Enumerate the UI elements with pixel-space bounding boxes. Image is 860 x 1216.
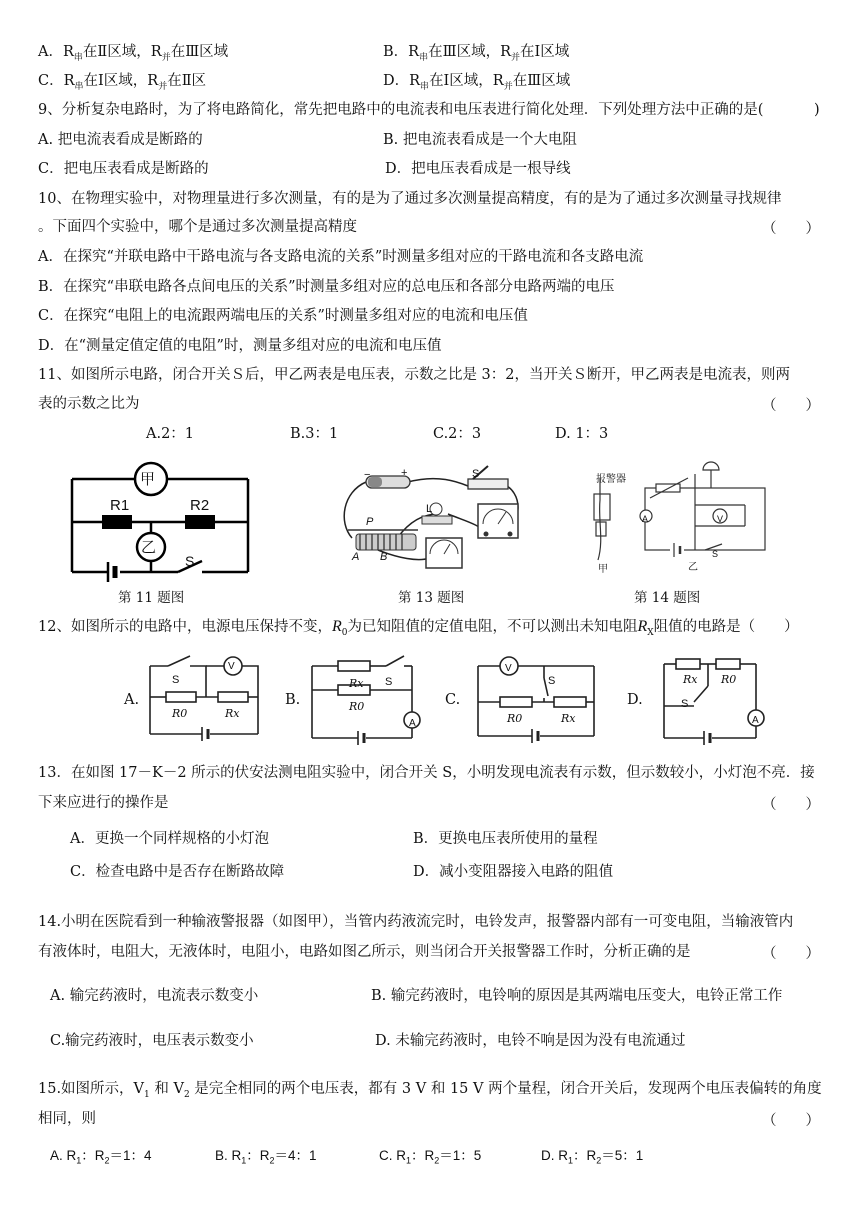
q14-option-d: D. 未输完药液时，电铃不响是因为没有电流通过 xyxy=(375,1033,686,1049)
q12-label-c: C. xyxy=(445,692,461,708)
fig13-lamp-label: L xyxy=(426,503,433,515)
q8-c-sub2: 并 xyxy=(158,81,168,92)
q12b-r0-label: R0 xyxy=(349,700,365,713)
q13-answer-paren: （ ） xyxy=(762,797,820,813)
q12b-ammeter-label: A xyxy=(409,718,416,729)
fig11-r2-label: R2 xyxy=(190,497,210,514)
q14-stem-line1: 14.小明在医院看到一种输液警报器（如图甲），当管内药液流完时，电铃发声，报警器内部有一可变电阻，当输液管内 xyxy=(38,914,794,930)
fig11-switch-label: S xyxy=(185,553,195,569)
q14-option-b: B. 输完药液时，电铃响的原因是其两端电压变大，电铃正常工作 xyxy=(371,988,783,1004)
q9-option-a: A. 把电流表看成是断路的 xyxy=(38,132,203,148)
q15b-m: ：R xyxy=(246,1148,270,1163)
q15-option-a xyxy=(50,1146,152,1171)
q13-stem-line1: 13．在如图 17－K－2 所示的伏安法测电阻实验中，闭合开关 S，小明发现电流表有示数，但示数较小，小灯泡不亮．接 xyxy=(38,765,815,781)
q13-option-b: B．更换电压表所使用的量程 xyxy=(413,831,598,847)
q12c-voltmeter-label: V xyxy=(505,663,512,674)
fig14-switch-label: S xyxy=(712,549,719,559)
q8-c-text: C．R xyxy=(38,73,75,89)
q8-c-end: 在Ⅱ区 xyxy=(167,73,207,89)
q11-stem-line2: 表的示数之比为 xyxy=(38,396,140,412)
q15-sub1: 1 xyxy=(144,1089,150,1100)
q11-option-a: A.2：1 xyxy=(146,426,195,442)
q12-rx: R xyxy=(637,618,648,635)
fig11-meter-jia-label: 甲 xyxy=(140,470,156,488)
caption-fig13: 第 13 题图 xyxy=(398,590,465,606)
q12b-rx-label: Rx xyxy=(349,677,364,690)
q8-option-a xyxy=(38,42,228,68)
q15-mid: 和 V xyxy=(149,1081,184,1097)
fig14-yi-label: 乙 xyxy=(688,562,698,573)
q12-label-d: D. xyxy=(627,692,643,708)
q12c-switch-label: S xyxy=(548,675,556,687)
fig13-battery-plus: + xyxy=(401,467,408,479)
q13-option-a: A．更换一个同样规格的小灯泡 xyxy=(70,831,269,847)
q12-rx-sub: X xyxy=(647,627,654,638)
q10-option-d: D．在“测量定值定值的电阻”时，测量多组对应的电流和电压值 xyxy=(38,338,442,354)
q15d-p: D. R xyxy=(541,1148,568,1163)
q15-stem-line2: 相同，则 xyxy=(38,1111,96,1127)
q15d-s1: 1 xyxy=(568,1155,574,1166)
fig13-b-label: B xyxy=(380,551,388,563)
q15a-s1: 1 xyxy=(76,1155,82,1166)
q12a-rx-label: Rx xyxy=(225,707,240,720)
q12-circuit-a xyxy=(146,652,262,744)
q8-c-mid: 在Ⅰ区域，R xyxy=(83,73,159,89)
q15-sub2: 2 xyxy=(183,1089,190,1100)
q9-option-d: D．把电压表看成是一根导线 xyxy=(385,161,571,177)
q8-b-end: 在Ⅰ区域 xyxy=(520,44,570,60)
q12-mid: 为已知阻值的定值电阻，不可以测出未知电阻 xyxy=(347,619,638,635)
q12-r0: R xyxy=(331,618,342,635)
q14-option-c: C.输完药液时，电压表示数变小 xyxy=(50,1033,254,1049)
q8-option-b xyxy=(383,42,569,68)
q8-a-sub2: 并 xyxy=(161,52,171,63)
fig13-battery-minus: − xyxy=(364,469,371,481)
q10-stem-line1: 10、在物理实验中，对物理量进行多次测量，有的是为了通过多次测量提高精度，有的是为了通过多次测量寻找规律 xyxy=(38,191,782,207)
fig14-ammeter-label: A xyxy=(642,514,649,524)
q12c-r0-label: R0 xyxy=(507,712,523,725)
q15c-p: C. R xyxy=(379,1148,406,1163)
q9-option-c: C．把电压表看成是断路的 xyxy=(38,161,209,177)
q15a-e: ＝1：4 xyxy=(109,1148,152,1163)
q8-d-sub2: 并 xyxy=(503,81,513,92)
q13-option-c: C．检查电路中是否存在断路故障 xyxy=(70,864,285,880)
q11-option-d: D. 1：3 xyxy=(555,426,609,442)
fig14-jia-label: 甲 xyxy=(598,564,608,575)
fig13-p-label: P xyxy=(366,516,374,528)
q8-b-sub1: 串 xyxy=(419,52,429,63)
q12d-r0-label: R0 xyxy=(721,673,737,686)
q10-option-b: B．在探究“串联电路各点间电压的关系”时测量多组对应的总电压和各部分电路两端的电压 xyxy=(38,279,615,295)
q12-r0-sub: 0 xyxy=(341,627,348,638)
q15b-s2: 2 xyxy=(269,1155,275,1166)
q13-option-d: D．减小变阻器接入电路的阻值 xyxy=(413,864,614,880)
q15c-e: ＝1：5 xyxy=(439,1148,482,1163)
q15c-s1: 1 xyxy=(406,1155,412,1166)
q9-close-paren: ) xyxy=(814,102,820,118)
q15d-m: ：R xyxy=(573,1148,597,1163)
q15b-p: B. R xyxy=(215,1148,242,1163)
q13-stem-line2: 下来应进行的操作是 xyxy=(38,795,169,811)
q8-d-mid: 在Ⅰ区域，R xyxy=(429,73,504,89)
q15-pre: 15.如图所示，V xyxy=(38,1081,145,1097)
q15b-e: ＝4：1 xyxy=(274,1148,317,1163)
q12-circuit-d xyxy=(660,654,772,746)
q12b-switch-label: S xyxy=(385,676,393,688)
q10-stem-line2: 。下面四个实验中，哪个是通过多次测量提高精度 xyxy=(38,219,357,235)
q12d-rx-label: Rx xyxy=(683,673,698,686)
q11-answer-paren: （ ） xyxy=(762,398,820,414)
q9-option-b: B. 把电流表看成是一个大电阻 xyxy=(383,132,577,148)
fig11-r1-label: R1 xyxy=(110,497,130,514)
q8-a-sub1: 串 xyxy=(73,52,83,63)
q12c-rx-label: Rx xyxy=(561,712,576,725)
q15-answer-paren: （ ） xyxy=(762,1113,820,1129)
q12-circuit-c xyxy=(474,652,598,744)
q8-d-text: D．R xyxy=(383,73,421,89)
q8-d-end: 在Ⅲ区域 xyxy=(512,73,571,89)
q8-option-c xyxy=(38,71,206,97)
q8-a-end: 在Ⅲ区域 xyxy=(170,44,229,60)
q8-b-text: B．R xyxy=(383,44,420,60)
q8-b-sub2: 并 xyxy=(511,52,521,63)
q8-b-mid: 在Ⅲ区域，R xyxy=(428,44,511,60)
q15-option-d xyxy=(541,1146,643,1171)
q12-post: 阻值的电路是（ ） xyxy=(653,619,799,635)
fig13-switch-label: S xyxy=(472,468,480,480)
q8-c-sub1: 串 xyxy=(74,81,84,92)
q10-option-c: C．在探究“电阻上的电流跟两端电压的关系”时测量多组对应的电流和电压值 xyxy=(38,308,528,324)
q12a-r0-label: R0 xyxy=(172,707,188,720)
q15d-s2: 2 xyxy=(596,1155,602,1166)
fig14-voltmeter-label: V xyxy=(717,514,724,524)
q9-stem: 9、分析复杂电路时，为了将电路简化，常先把电路中的电流表和电压表进行简化处理．下列处理方法中正确的是( xyxy=(38,102,764,118)
q15c-m: ：R xyxy=(411,1148,435,1163)
q15-option-c xyxy=(379,1146,481,1171)
q15d-e: ＝5：1 xyxy=(601,1148,644,1163)
q15a-m: ：R xyxy=(81,1148,105,1163)
q14-answer-paren: （ ） xyxy=(762,946,820,962)
q11-stem-line1: 11、如图所示电路，闭合开关Ｓ后，甲乙两表是电压表，示数之比是 3：2，当开关Ｓ断开，甲乙两表是电流表，则两 xyxy=(38,367,791,383)
q8-option-d xyxy=(383,71,570,97)
q14-option-a: A. 输完药液时，电流表示数变小 xyxy=(50,988,259,1004)
caption-fig11: 第 11 题图 xyxy=(118,590,185,606)
fig13-a-label: A xyxy=(352,551,360,563)
q12-pre: 12、如图所示的电路中，电源电压保持不变， xyxy=(38,619,332,635)
q15-stem-line1 xyxy=(38,1079,822,1105)
figure-11-circuit xyxy=(60,455,260,585)
q15a-p: A. R xyxy=(50,1148,77,1163)
q11-option-c: C.2：3 xyxy=(433,426,482,442)
q10-option-a: A．在探究“并联电路中干路电流与各支路电流的关系”时测量多组对应的干路电流和各支路电流 xyxy=(38,249,644,265)
q10-answer-paren: （ ） xyxy=(762,221,820,237)
q15a-s2: 2 xyxy=(104,1155,110,1166)
q12-label-b: B. xyxy=(285,692,301,708)
q14-stem-line2: 有液体时，电阻大，无液体时，电阻小，电路如图乙所示，则当闭合开关报警器工作时，分析正确的是 xyxy=(38,944,691,960)
q12d-switch-label: S xyxy=(681,698,689,710)
q8-a-text: A．R xyxy=(38,44,74,60)
q15-post: 是完全相同的两个电压表，都有 3 V 和 15 V 两个量程，闭合开关后，发现两个电压表偏转的角度 xyxy=(189,1081,822,1097)
q12-stem xyxy=(38,617,799,643)
q8-d-sub1: 串 xyxy=(420,81,430,92)
q15c-s2: 2 xyxy=(434,1155,440,1166)
q15-option-b xyxy=(215,1146,317,1171)
fig11-meter-yi-label: 乙 xyxy=(141,538,157,556)
caption-fig14: 第 14 题图 xyxy=(634,590,701,606)
q8-a-mid: 在Ⅱ区域，R xyxy=(82,44,162,60)
q12-label-a: A. xyxy=(124,692,140,708)
fig14-alarm-label: 报警器 xyxy=(596,474,626,485)
q12a-voltmeter-label: V xyxy=(228,661,235,672)
q15b-s1: 1 xyxy=(241,1155,247,1166)
q12d-ammeter-label: A xyxy=(752,715,759,726)
q12a-switch-label: S xyxy=(172,674,180,686)
q11-option-b: B.3：1 xyxy=(290,426,339,442)
